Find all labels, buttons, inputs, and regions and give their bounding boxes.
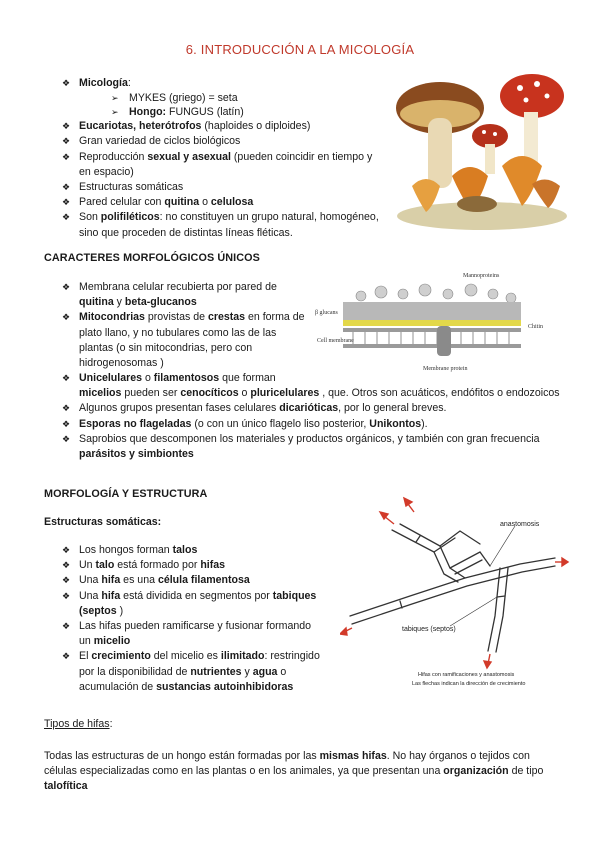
caracteres-list-top <box>62 280 310 371</box>
label-membrane-protein: Membrane protein <box>423 366 468 372</box>
text: : restringido por la disponibilidad de <box>79 650 320 678</box>
text: o <box>199 196 211 209</box>
tipos-paragraph <box>44 749 562 795</box>
tipos-heading-text: Tipos de hifas <box>44 718 110 730</box>
text: Reproducción <box>79 150 148 163</box>
term: tabiques <box>272 589 317 602</box>
text: o acumulación de <box>79 665 287 693</box>
subheading-estructuras: Estructuras somáticas: <box>44 516 162 528</box>
list-item <box>62 401 582 416</box>
text: en forma de plato llano, y no tubulares como las de las plantas (o sin mitocondrias, pero con hidrogenosomas ) <box>79 311 305 370</box>
label-cell-membrane: Cell membrane <box>317 338 354 344</box>
text: Las hifas pueden ramificarse y fusionar formando un <box>79 620 312 648</box>
term: organización <box>443 765 509 778</box>
text: Algunos grupos presentan fases celulares <box>79 402 280 415</box>
list-item <box>62 543 324 558</box>
label-tabiques: tabiques (septos) <box>402 626 456 633</box>
list-item <box>62 417 582 432</box>
intro-list <box>62 76 382 241</box>
membrane-figure <box>313 268 563 380</box>
text: : <box>109 718 113 730</box>
label-mannoproteins: Mannoproteins <box>463 273 500 279</box>
list-item <box>62 280 310 310</box>
term: dicarióticas <box>279 402 339 415</box>
list-item <box>62 134 382 149</box>
list-item <box>62 210 382 240</box>
term: talos <box>172 544 198 556</box>
term: quitina <box>79 296 114 309</box>
text: : <box>127 77 131 89</box>
text: Todas las estructuras de un hongo están formadas por las <box>44 750 320 762</box>
tipos-heading <box>44 718 113 730</box>
text: o <box>238 387 251 400</box>
text: Una <box>79 574 102 587</box>
text: Membrana celular recubierta por pared de <box>79 281 277 293</box>
mushroom-illustration <box>392 66 572 236</box>
term: pluricelulares <box>250 387 320 400</box>
text: del micelio es <box>150 650 221 663</box>
term: Unicelulares <box>79 372 143 384</box>
term: Hongo: <box>129 106 167 119</box>
hyphae-diagram <box>340 486 570 694</box>
mushroom-drawing <box>392 66 572 236</box>
text: Son <box>79 211 101 224</box>
term: (septos <box>79 604 117 617</box>
text: de tipo <box>508 765 544 778</box>
term: crecimiento <box>91 650 151 663</box>
list-item <box>62 180 382 195</box>
list-item <box>62 150 382 180</box>
text: , por lo general breves. <box>338 402 447 415</box>
list-item <box>62 573 324 588</box>
text: Un <box>79 559 96 572</box>
page-title: 6. INTRODUCCIÓN A LA MICOLOGÍA <box>185 42 415 57</box>
term: agua <box>252 665 278 678</box>
term: nutrientes <box>190 665 242 678</box>
text: Una <box>79 589 102 602</box>
sub-list <box>79 91 382 119</box>
text: Gran variedad de ciclos biológicos <box>79 135 241 148</box>
list-item <box>62 310 310 371</box>
term: talo <box>95 559 115 572</box>
term: Eucariotas, heterótrofos <box>79 120 202 133</box>
text: , que. Otros son acuáticos, endófitos o endozoicos <box>319 387 560 400</box>
term: parásitos y simbiontes <box>79 448 194 461</box>
text: . No hay órganos o tejidos con células especializadas como en las plantas o en los animales, ya que presentan una <box>44 750 530 778</box>
term: sustancias autoinhibidoras <box>156 680 294 693</box>
caption-line-2: Las flechas indican la dirección de crecimiento <box>412 681 526 687</box>
text: Estructuras somáticas <box>79 181 184 194</box>
text: FUNGUS (latín) <box>166 106 244 119</box>
text: (haploides o diploides) <box>201 120 311 133</box>
text: pueden ser <box>121 387 181 400</box>
morfologia-list <box>62 543 324 695</box>
text: y <box>241 665 253 678</box>
label-anastomosis: anastomosis <box>500 521 540 528</box>
text: está dividida en segmentos por <box>120 589 273 602</box>
list-item <box>62 119 382 134</box>
term: cenocíticos <box>180 387 239 400</box>
text: está formado por <box>114 559 201 572</box>
list-item <box>62 76 382 119</box>
text: que forman <box>219 372 276 384</box>
text: ) <box>116 604 124 617</box>
list-item <box>62 558 324 573</box>
caracteres-list-bottom <box>62 371 582 462</box>
term: hifa <box>101 574 121 587</box>
text: MYKES (griego) = seta <box>129 92 238 105</box>
text: El <box>79 650 92 663</box>
text: : no constituyen un grupo natural, homogéneo, sino que proceden de distintas líneas fléticas. <box>79 211 379 239</box>
hyphae-figure <box>340 486 570 694</box>
term: celulosa <box>210 196 254 209</box>
text: Pared celular con <box>79 196 165 209</box>
list-item <box>62 432 582 462</box>
sub-list-item <box>111 105 382 119</box>
term: ilimitado <box>220 650 265 663</box>
term: quitina <box>164 196 200 209</box>
section-heading-caracteres: CARACTERES MORFOLÓGICOS ÚNICOS <box>44 252 260 264</box>
list-item <box>62 371 582 401</box>
label-chitin: Chitin <box>528 324 544 330</box>
term: polifiléticos <box>100 211 160 224</box>
list-item <box>62 589 324 619</box>
term: talofítica <box>44 780 88 793</box>
text: o <box>142 372 154 384</box>
term: micelios <box>79 387 122 400</box>
text: (pueden coincidir en tiempo y en espacio) <box>79 150 373 178</box>
text: es una <box>120 574 158 587</box>
section-heading-morfologia: MORFOLOGÍA Y ESTRUCTURA <box>44 488 208 500</box>
sub-list-item <box>111 91 382 105</box>
text: Saprobios que descomponen los materiales y productos orgánicos, y también con gran frecuencia <box>79 432 540 445</box>
text: y <box>113 296 125 309</box>
term: célula filamentosa <box>157 574 250 587</box>
micologia-term: Micología <box>79 77 128 89</box>
term: micelio <box>93 635 131 648</box>
text: ). <box>421 417 428 430</box>
list-item <box>62 649 324 695</box>
term: crestas <box>207 311 246 324</box>
term: sexual y asexual <box>147 150 231 163</box>
term: hifa <box>101 589 121 602</box>
term: Esporas no flageladas <box>79 417 192 430</box>
term: filamentosos <box>153 372 220 384</box>
caption-line-1: Hifas con ramificaciones y anastomosis <box>418 672 515 678</box>
text: (o con un único flagelo liso posterior, <box>191 417 370 430</box>
text: provistas de <box>144 311 208 324</box>
text: Los hongos forman <box>79 544 173 556</box>
label-glucans: β glucans <box>315 310 338 316</box>
membrane-diagram <box>313 268 563 380</box>
term: mismas hifas <box>319 750 387 762</box>
term: beta-glucanos <box>124 296 197 309</box>
term: Mitocondrias <box>79 311 145 324</box>
term: Unikontos <box>369 417 422 430</box>
list-item <box>62 195 382 210</box>
list-item <box>62 619 324 649</box>
term: hifas <box>200 559 226 572</box>
